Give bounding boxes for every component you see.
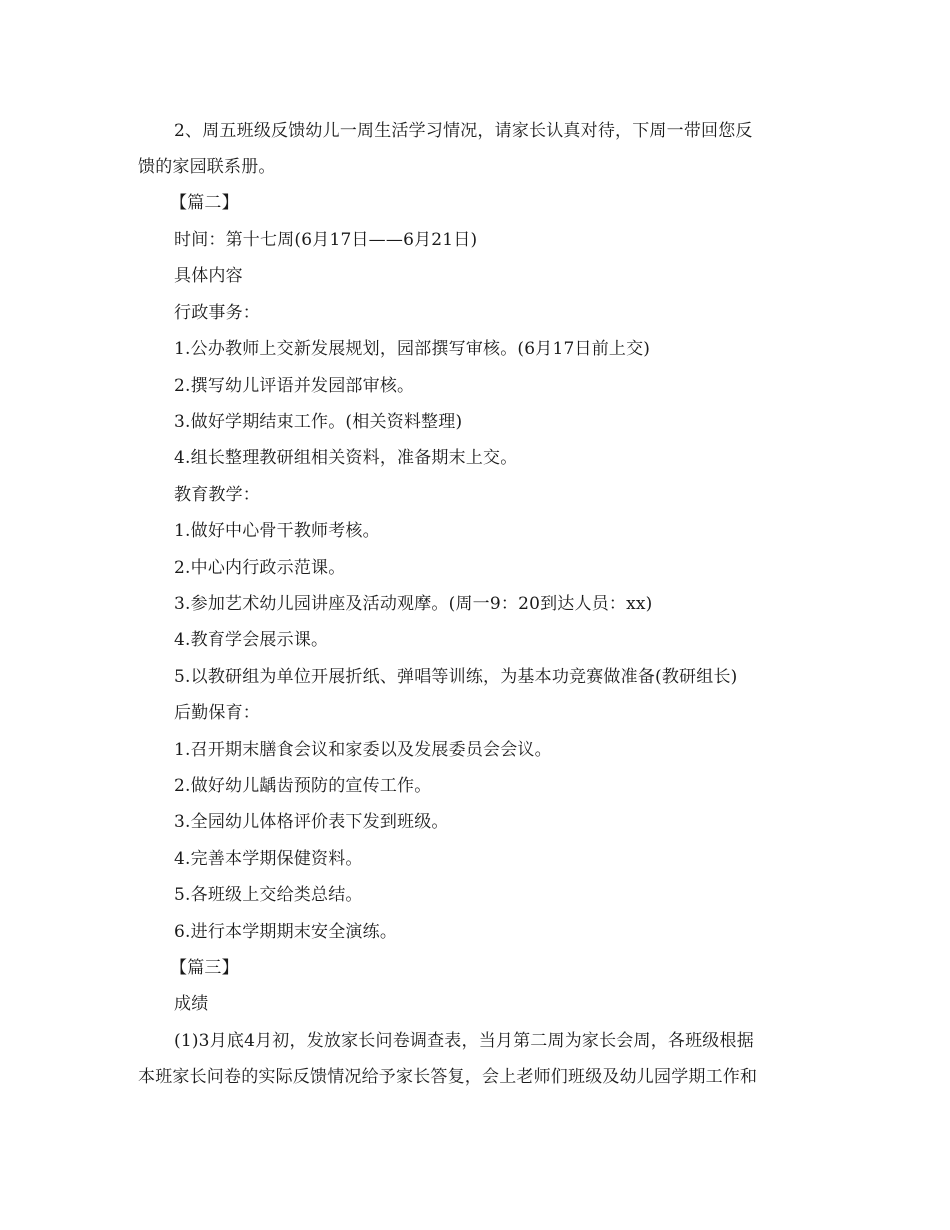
paragraph-line: 馈的家园联系册。 bbox=[138, 157, 276, 177]
paragraph-line: 成绩 bbox=[174, 994, 209, 1014]
list-item: 5.各班级上交给类总结。 bbox=[174, 885, 363, 905]
list-item: 1.公办教师上交新发展规划，园部撰写审核。(6月17日前上交) bbox=[174, 339, 651, 359]
paragraph-line: 2、周五班级反馈幼儿一周生活学习情况，请家长认真对待，下周一带回您反 bbox=[174, 121, 753, 141]
paragraph-line: (1)3月底4月初，发放家长问卷调查表，当月第二周为家长会周，各班级根据 bbox=[174, 1031, 754, 1051]
list-item: 2.做好幼儿龋齿预防的宣传工作。 bbox=[174, 776, 432, 796]
list-item: 4.完善本学期保健资料。 bbox=[174, 849, 363, 869]
list-item: 4.教育学会展示课。 bbox=[174, 630, 329, 650]
list-item: 4.组长整理教研组相关资料，准备期末上交。 bbox=[174, 448, 518, 468]
list-item: 2.中心内行政示范课。 bbox=[174, 558, 346, 578]
list-item: 3.全园幼儿体格评价表下发到班级。 bbox=[174, 812, 449, 832]
list-item: 6.进行本学期期末安全演练。 bbox=[174, 922, 398, 942]
paragraph-line: 本班家长问卷的实际反馈情况给予家长答复，会上老师们班级及幼儿园学期工作和 bbox=[138, 1067, 758, 1087]
list-item: 1.召开期末膳食会议和家委以及发展委员会会议。 bbox=[174, 740, 552, 760]
subsection-label: 教育教学： bbox=[174, 485, 260, 505]
paragraph-line: 具体内容 bbox=[174, 266, 243, 286]
section-heading: 【篇二】 bbox=[170, 193, 239, 213]
list-item: 5.以教研组为单位开展折纸、弹唱等训练，为基本功竞赛做准备(教研组长) bbox=[174, 667, 738, 687]
paragraph-line: 时间：第十七周(6月17日——6月21日) bbox=[174, 230, 478, 250]
list-item: 3.参加艺术幼儿园讲座及活动观摩。(周一9：20到达人员：xx) bbox=[174, 594, 653, 614]
list-item: 2.撰写幼儿评语并发园部审核。 bbox=[174, 376, 415, 396]
subsection-label: 行政事务： bbox=[174, 303, 260, 323]
list-item: 1.做好中心骨干教师考核。 bbox=[174, 521, 380, 541]
list-item: 3.做好学期结束工作。(相关资料整理) bbox=[174, 412, 463, 432]
section-heading: 【篇三】 bbox=[170, 958, 239, 978]
subsection-label: 后勤保育： bbox=[174, 703, 260, 723]
